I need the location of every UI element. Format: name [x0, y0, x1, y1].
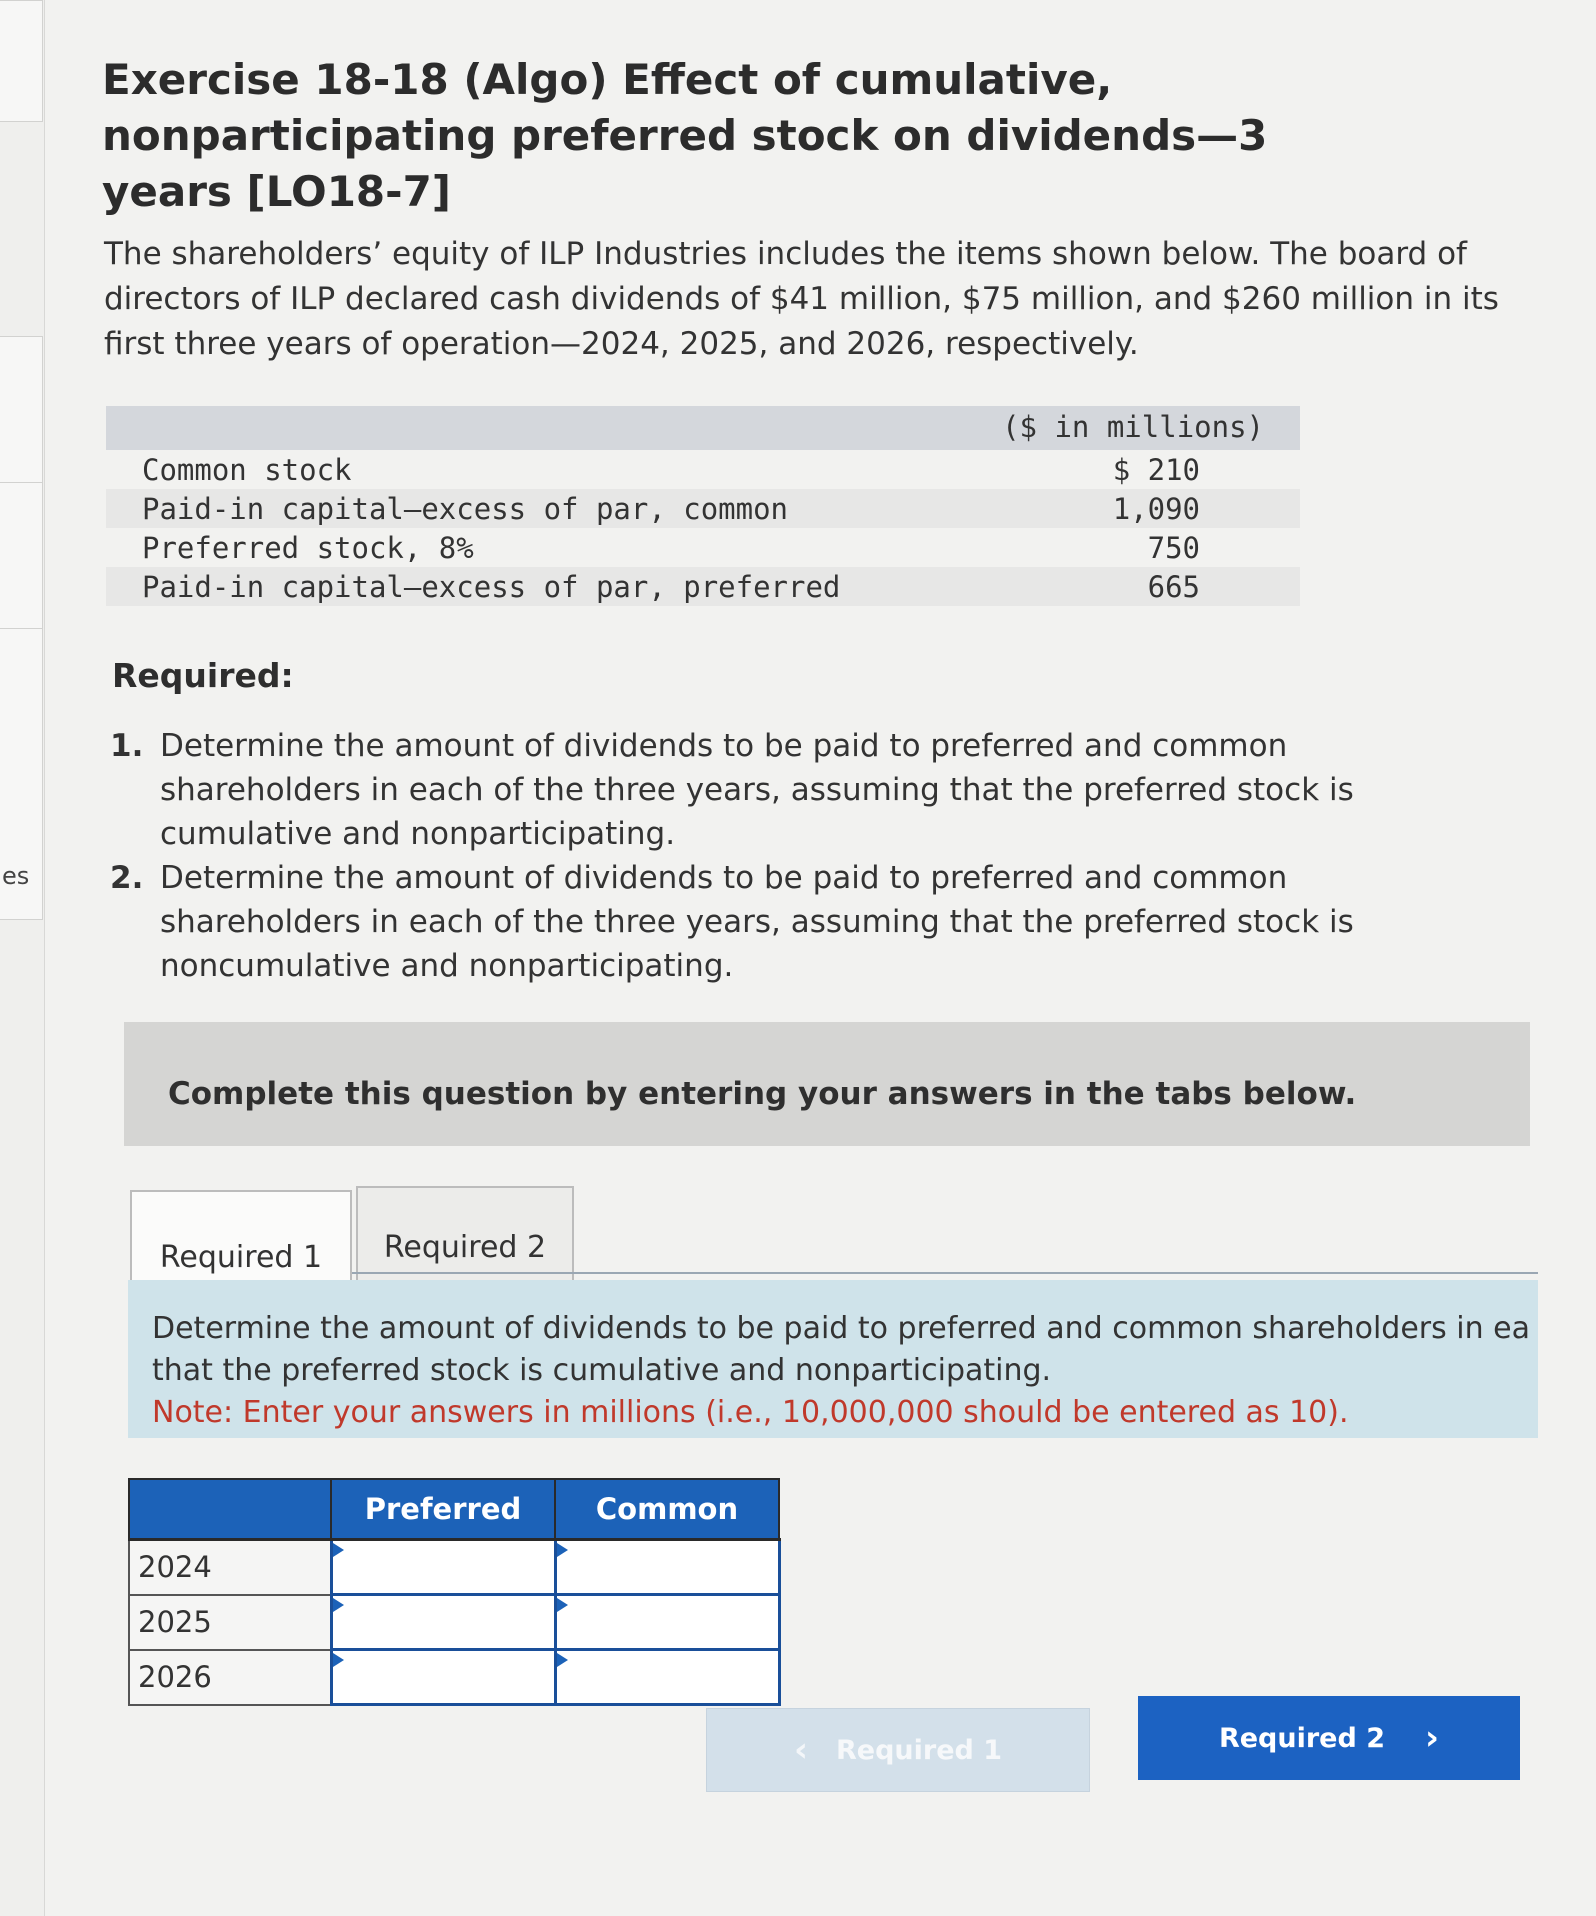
common-2024-input[interactable] — [557, 1541, 778, 1593]
equity-table-header — [106, 406, 1300, 450]
required-item-number: 1. — [110, 728, 144, 764]
table-row — [129, 1650, 779, 1705]
equity-row-label: Common stock — [142, 453, 352, 487]
common-2026-cell — [555, 1650, 779, 1705]
required-list — [110, 724, 1420, 988]
preferred-2025-input[interactable] — [333, 1596, 554, 1648]
equity-row — [106, 450, 1300, 489]
equity-row — [106, 528, 1300, 567]
required-item-text: Determine the amount of dividends to be paid to preferred and common shareholders in each of the three years, assuming that the preferred stock is noncumulative and nonparticipating. — [160, 860, 1354, 984]
prompt-note: Note: Enter your answers in millions (i.e., 10,000,000 should be entered as 10). — [152, 1395, 1349, 1430]
required-item-text: Determine the amount of dividends to be paid to preferred and common shareholders in each of the three years, assuming that the preferred stock is cumulative and nonparticipating. — [160, 728, 1354, 852]
common-2025-cell — [555, 1595, 779, 1650]
tab-label: Required 2 — [383, 1230, 547, 1265]
prompt-line: Determine the amount of dividends to be paid to preferred and common shareholders in ea — [152, 1311, 1531, 1346]
required-item — [110, 856, 1420, 988]
common-2026-input[interactable] — [557, 1651, 778, 1703]
table-row — [129, 1540, 779, 1595]
equity-row-value: 665 — [1147, 570, 1200, 604]
exercise-title: Exercise 18-18 (Algo) Effect of cumulative, nonparticipating preferred stock on dividends—3 years [LO18-7] — [102, 55, 1268, 216]
chevron-right-icon: › — [1425, 1718, 1440, 1758]
next-required-2-button[interactable] — [1138, 1696, 1520, 1780]
preferred-2024-input[interactable] — [333, 1541, 554, 1593]
dividend-answer-grid — [128, 1478, 781, 1706]
equity-row-value: $ 210 — [1112, 453, 1200, 487]
tab-required-2[interactable] — [356, 1186, 574, 1290]
table-row — [129, 1595, 779, 1650]
grid-corner-header — [129, 1479, 331, 1540]
equity-row-value: 750 — [1147, 531, 1200, 565]
common-2025-input[interactable] — [557, 1596, 778, 1648]
instruction-banner — [124, 1022, 1530, 1146]
common-2024-cell — [555, 1540, 779, 1595]
exercise-intro: The shareholders’ equity of ILP Industries includes the items shown below. The board of directors of ILP declared cash dividends of $41 million, $75 million, and $260 million in its first three years of operation—2024, 2025, and 2026, respectively. — [104, 236, 1499, 362]
tab-divider — [352, 1272, 1538, 1274]
sidebar-panel — [0, 482, 43, 630]
prev-button-label: Required 1 — [835, 1734, 1003, 1766]
next-button-label: Required 2 — [1218, 1722, 1386, 1754]
equity-row-label: Paid-in capital—excess of par, common — [142, 492, 789, 526]
column-header-preferred: Preferred — [331, 1479, 555, 1540]
grid-header-row — [129, 1479, 779, 1540]
equity-row-label: Paid-in capital—excess of par, preferred — [142, 570, 841, 604]
row-year-label: 2024 — [129, 1540, 331, 1595]
preferred-2026-input[interactable] — [333, 1651, 554, 1703]
required-heading: Required: — [112, 656, 294, 695]
sidebar-fragment-text: es — [2, 862, 30, 890]
preferred-2024-cell — [331, 1540, 555, 1595]
chevron-left-icon: ‹ — [793, 1730, 808, 1770]
required-item — [110, 724, 1420, 856]
equity-row — [106, 567, 1300, 606]
prompt-line: that the preferred stock is cumulative and nonparticipating. — [152, 1353, 1052, 1388]
preferred-2026-cell — [331, 1650, 555, 1705]
prev-required-1-button[interactable] — [706, 1708, 1090, 1792]
equity-units-label: ($ in millions) — [1002, 410, 1264, 444]
sidebar-panel — [0, 336, 43, 484]
equity-row — [106, 489, 1300, 528]
equity-row-label: Preferred stock, 8% — [142, 531, 474, 565]
tab-label: Required 1 — [159, 1240, 323, 1275]
preferred-2025-cell — [331, 1595, 555, 1650]
sidebar-panel — [0, 0, 43, 122]
equity-table — [106, 406, 1300, 606]
tab-prompt — [128, 1280, 1538, 1438]
column-header-common: Common — [555, 1479, 779, 1540]
row-year-label: 2026 — [129, 1650, 331, 1705]
left-sidebar — [0, 0, 45, 1916]
required-item-number: 2. — [110, 860, 144, 896]
instruction-text: Complete this question by entering your answers in the tabs below. — [168, 1076, 1357, 1112]
row-year-label: 2025 — [129, 1595, 331, 1650]
equity-row-value: 1,090 — [1112, 492, 1200, 526]
